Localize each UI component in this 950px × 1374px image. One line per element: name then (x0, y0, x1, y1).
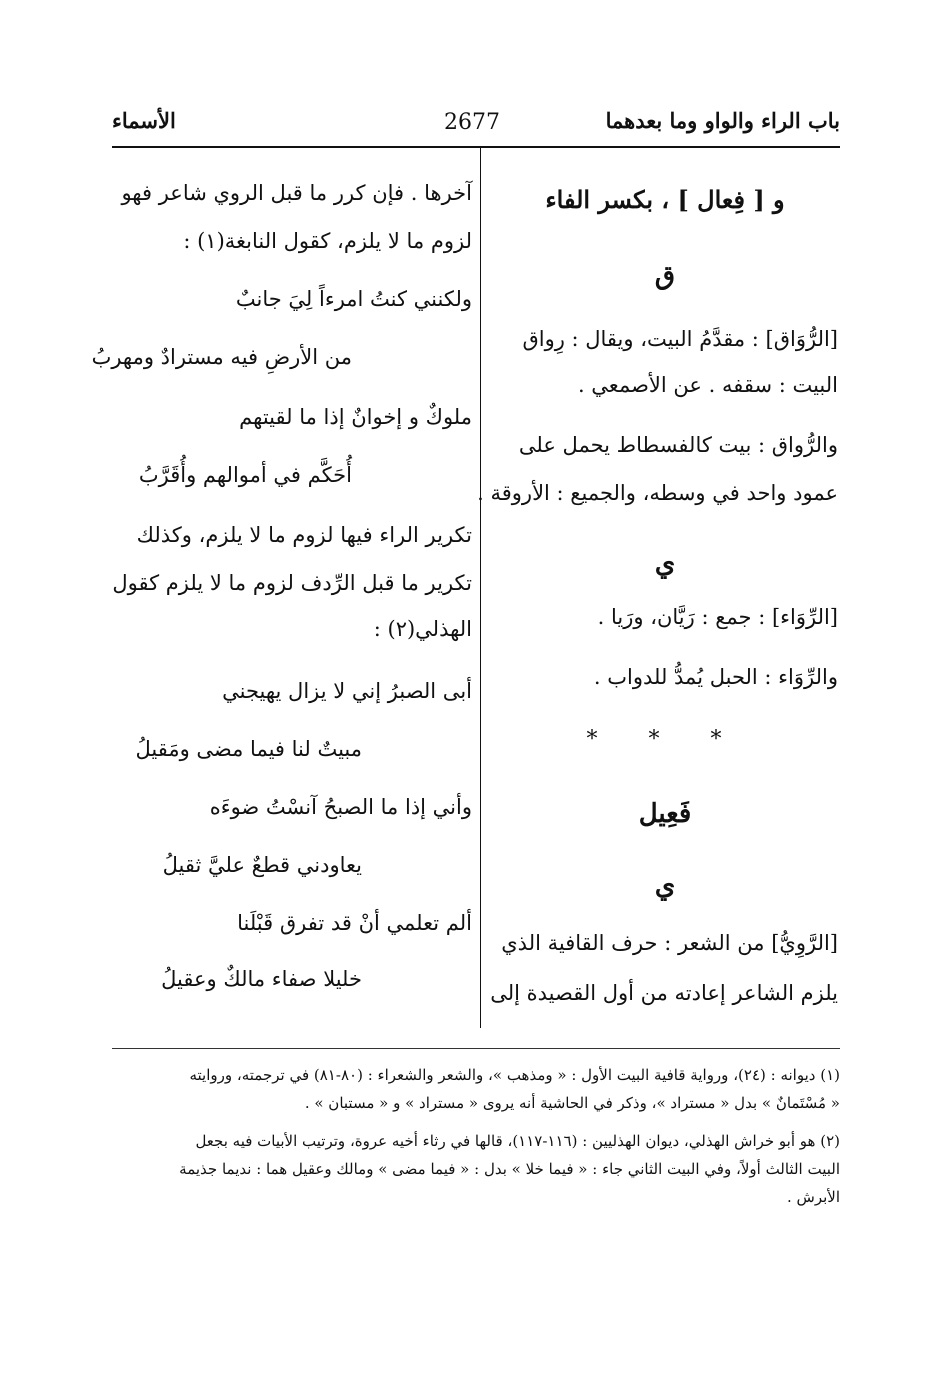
verse-line: ألم تعلمي أنْ قد تفرق قَبْلَنا (237, 911, 472, 935)
verse-line: وأني إذا ما الصبحُ آنسْتُ ضوءَه (209, 795, 472, 819)
header-chapter-title: باب الراء والواو وما بعدهما (605, 108, 840, 133)
header-section-title: الأسماء (112, 108, 176, 133)
letter-heading-ya-1: ي (654, 549, 676, 579)
header-rule (112, 146, 840, 148)
letter-heading-ya-2: ي (654, 871, 676, 901)
verse-line: من الأرضِ فيه مسترادٌ ومهربُ (91, 345, 352, 369)
entry-rawiy-line2: يلزم الشاعر إعادته من أول القصيدة إلى (490, 981, 838, 1005)
entry-riwa-line1: [الرِّوَاء] : جمع : رَيَّان، ورَيا . (597, 605, 838, 629)
verse-line: مبيتٌ لنا فيما مضى ومَقيلُ (135, 737, 362, 761)
verse-line: ولكنني كنتُ امرءاً لِيَ جانبٌ (235, 287, 472, 311)
footnote-2-line1: (٢) هو أبو خراش الهذلي، ديوان الهذليين : (١١٦-١١٧)، قالها في رثاء أخيه عروة، وترتيب الأبيات فيه بجعل (195, 1132, 840, 1150)
column-divider (480, 148, 481, 1028)
text-line-5: الهذلي(٢) : (373, 617, 472, 641)
verse-line: أُحَكَّم في أموالهم وأُقَرَّبُ (138, 463, 352, 487)
text-line-3: تكرير الراء فيها لزوم ما لا يلزم، وكذلك (136, 523, 472, 547)
verse-line: يعاودني قطعٌ عليَّ ثقيلُ (162, 853, 362, 877)
section-heading-fail: فَعِيل (638, 799, 692, 829)
footnote-rule (112, 1048, 840, 1049)
page-number: 2677 (444, 110, 500, 135)
entry-riwaq2-line1: والرُّواق : بيت كالفسطاط يحمل على (518, 433, 838, 457)
section-heading-fial: و [ فِعال ] ، بكسر الفاء (545, 185, 785, 214)
entry-rawiy-line1: [الرَّوِيُّ] من الشعر : حرف القافية الذي (501, 931, 838, 955)
verse-line: أبى الصبرُ إني لا يزال يهيجني (222, 679, 472, 703)
entry-riwa-line2: والرِّوَاء : الحبل يُمدُّ للدواب . (593, 665, 838, 689)
text-line-2: لزوم ما لا يلزم، كقول النابغة(١) : (183, 229, 472, 253)
footnote-1-line1: (١) ديوانه : (٢٤)، ورواية قافية البيت الأول : « ومذهب »، والشعر والشعراء : (٨٠-٨١) في ترجمته، وروايته (189, 1066, 840, 1084)
letter-heading-qaf: ق (654, 261, 676, 291)
footnote-2-line3: الأبرش . (786, 1188, 840, 1206)
footnotes (112, 1066, 840, 1206)
footnote-1-line2: « مُسْتَمانٌ » بدل « مستراد »، وذكر في الحاشية أنه يروى « مستراد » و « مستبان » . (304, 1094, 840, 1112)
page-header (112, 108, 840, 144)
entry-riwaq-line2: البيت : سقفه . عن الأصمعي . (577, 373, 838, 397)
section-separator-stars: * * * (586, 727, 744, 752)
text-line-4: تكرير ما قبل الرِّدف لزوم ما لا يلزم كقول (112, 571, 472, 595)
text-line-1: آخرها . فإن كرر ما قبل الروي شاعر فهو (121, 181, 472, 205)
footnote-2-line2: البيت الثالث أولاً، وفي البيت الثاني جاء : « فيما خلا » بدل : « فيما مضى » ومالك وعقيل هما : نديما جذيمة (179, 1160, 840, 1178)
verse-line: خليلا صفاء مالكٌ وعقيلُ (161, 967, 362, 991)
entry-riwaq2-line2: عمود واحد في وسطه، والجميع : الأروقة . (477, 481, 838, 505)
verse-line: ملوكٌ و إخوانٌ إذا ما لقيتهم (239, 405, 472, 429)
entry-riwaq-line1: [الرُّوَاق] : مقدَّمُ البيت، ويقال : رِواق (522, 327, 838, 351)
